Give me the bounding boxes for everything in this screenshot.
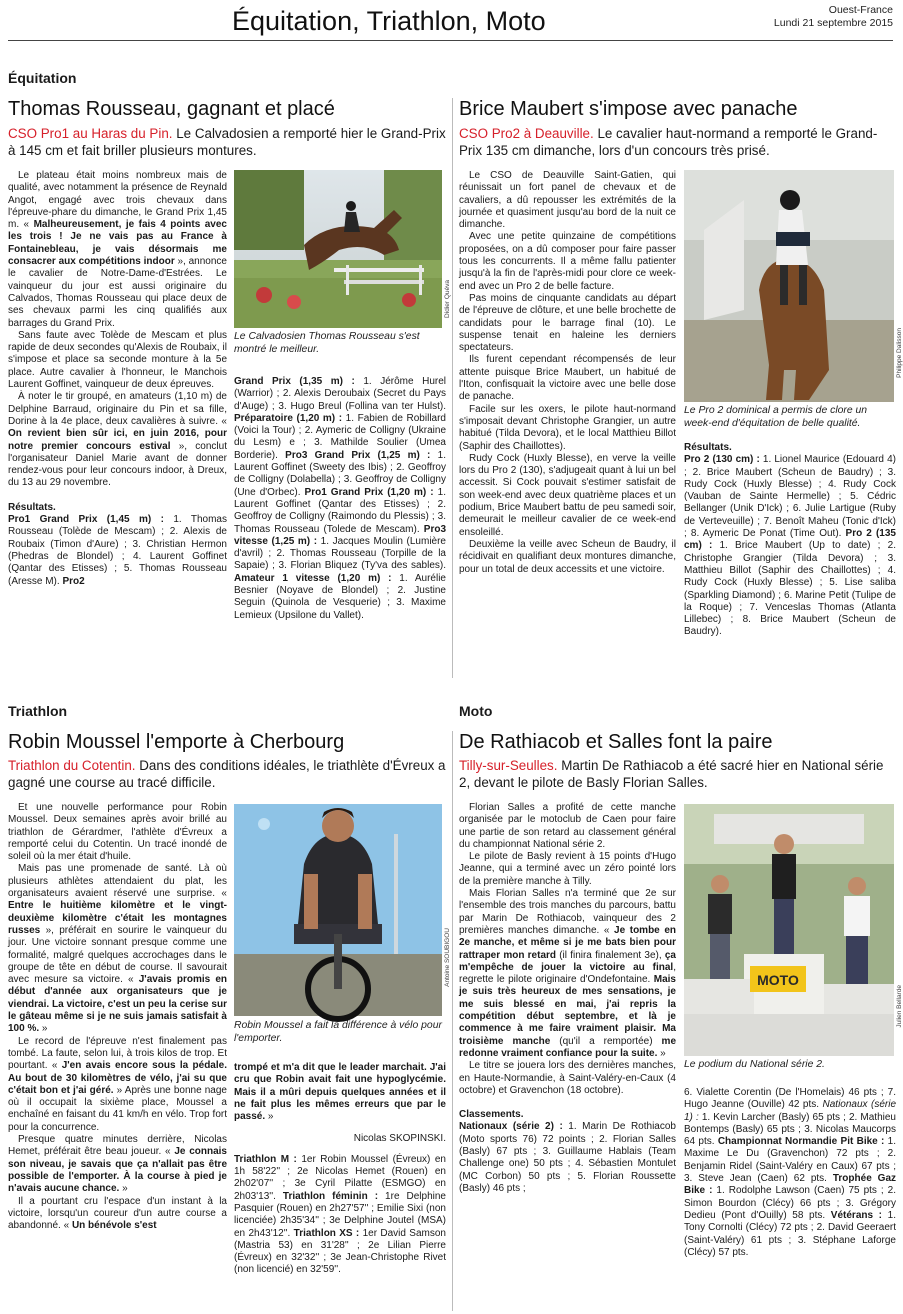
page-title: Équitation, Triathlon, Moto [232, 6, 546, 36]
section-equitation: Équitation [8, 70, 77, 86]
a1-paragraph: Le plateau était moins nombreux mais de qualité, avec notamment la présence de Reynald Angot, engagé avec trois chevaux dans l'épreuve-phare du dimanche, le Grand Prix 1,45 m. « Malheureusement, je fais 4 points avec les trois ! Je ne vais pas au France à Fontainebleau, je vais désormais me consacrer aux compétitions indoor », annonce le cavalier de Notre-Dame-d'Estrées. Le vainqueur du jour est aussi originaire du Calvados, Thomas Rousseau qui place deux de ses chevaux parmi les cinq qualifiés aux barrages du Grand Prix. [8, 170, 227, 329]
a1-headline: Thomas Rousseau, gagnant et placé [8, 98, 335, 120]
a2-paragraph: Pas moins de cinquante candidats au départ de l'épreuve de clôture, et une belle brochette de candidats pour le barrage final (10). Le suspense tenait en haleine les derniers spectateurs. [459, 292, 676, 354]
publication-name: Ouest-France [828, 4, 893, 16]
a2-photo-credit: Philippe Dalisson [896, 328, 903, 378]
a3-photo-caption: Robin Moussel a fait la différence à vélo pour l'emporter. [234, 1020, 442, 1044]
publication-info [774, 4, 893, 30]
column-divider [452, 98, 453, 678]
a3-signature: Nicolas SKOPINSKI. [353, 1133, 446, 1145]
a3-results: Triathlon M : 1er Robin Moussel (Évreux) en 1h 58'22'' ; 2e Nicolas Hemet (Rouen) en 2h02'07'' ; 3e Cyril Pilatte (ESMGO) en 2h03'13''. Triathlon féminin : 1re Delphine Pasquier (Rouen) en 2h27'57'' ; Emilie Sixi (non licenciée) 2h35'34'' ; 3e Delphine Joutel (MSA) en 2h43'12''. Triathlon XS : 1er David Samson (Mastria 53) en 31'28'' ; 2e Lilian Pierre (Évreux) en 32'32'' ; 3e Jean-Christophe Rivet (non licencié) en 32'59''. [234, 1153, 446, 1276]
a4-paragraph: Mais Florian Salles n'a terminé que 2e sur l'ensemble des trois manches du parcours, battu par Marin De Rothiacob, vainqueur des 2 premières manches dimanche. « Je tombe en 2e manche, et même si je me bats bien pour rattraper mon retard (il finira finalement 3e), ça m'empêche de jouer la victoire au final, regrette le pilote originaire d'Ondefontaine. Mais je suis très heureux de mes sensations, je me suis blessé en mai, j'ai repris la compétition début septembre, et là je commence à me faire vraiment plaisir. Ma troisième manche (qu'il a remportée) me redonne vraiment confiance pour la suite. » [459, 888, 676, 1059]
a1-column-1 [8, 170, 227, 678]
a1-results-title: Résultats. [8, 501, 56, 513]
a4-photo-credit: Julien Bellarde [896, 985, 903, 1028]
a2-paragraph: Le CSO de Deauville Saint-Gatien, qui réunissait un fort panel de chevaux et de cavaliers, a dû repousser les extrémités de la journée et quasiment jusqu'au bord de la nuit ce dimanche. [459, 170, 676, 231]
a4-column-2 [684, 1087, 896, 1310]
a2-deck: CSO Pro2 à Deauville. Le cavalier haut-normand a remporté le Grand-Prix 135 cm dimanche, lors d'un concours très prisé. [459, 126, 878, 158]
a4-results-title: Classements. [459, 1109, 524, 1121]
a1-photo-show-jumping [234, 170, 442, 328]
a4-paragraph: Le pilote de Basly revient à 15 points d'Hugo Jeanne, qui a terminé avec un zéro pointé lors de la première manche à Tilly. [459, 851, 676, 887]
a2-column-2 [684, 442, 896, 678]
publication-date: Lundi 21 septembre 2015 [773, 17, 893, 29]
a3-paragraph: Le record de l'épreuve n'est finalement pas tombé. La faute, selon lui, à trois kilos de trop. Et pourtant. « J'en avais encore sous la pédale. Au bout de 30 kilomètres de vélo, j'ai su que c'était bon et j'ai géré. » Après une bonne nage où il occupait la sixième place, Moussel a enchaîné en faisant du 41 km/h en vélo. Trop fort pour la concurrence. [8, 1035, 227, 1133]
a4-photo-podium [684, 804, 894, 1056]
column-divider [452, 731, 453, 1311]
podium-sign: MOTO [757, 972, 799, 988]
a1-results-2: Grand Prix (1,35 m) : 1. Jérôme Hurel (Warrior) ; 2. Alexis Deroubaix (Secret du Pays d'Auge) ; 3. Hugo Breul (Follina van ter Hulst). Préparatoire (1,20 m) : 1. Fabien de Robillard (Voici la Tour) ; 2. Aymeric de Colligny (Ukraine du Lesm) e ; 3. Mathilde Soulier (Umea Borderie). Pro3 Grand Prix (1,25 m) : 1. Laurent Goffinet (Sweety des Ibis) ; 2. Geoffroy de Colligny (Dolabella) ; 3. Geoffroy de Colligny (Une d'Orbec). Pro1 Grand Prix (1,20 m) : 1. Laurent Goffinet (Qantar des Etisses) ; 2. Geoffroy de Colligny (Raimondo du Plessis) ; 3. Thomas Rousseau (Tolede de Mescam). Pro3 vitesse (1,25 m) : 1. Jacques Moulin (Lumière d'avril) ; 2. Thomas Rousseau (Torpille de la Sapaie) ; 3. Florian Bliquez (Ty'va des sables). Amateur 1 vitesse (1,20 m) : 1. Aurélie Besnier (Noyave de Blondel) ; 2. Justine Seguin (Quinola de Vesquerie) ; 3. Maxime Lemieux (Upsilone du Vallet). [234, 376, 447, 621]
a2-paragraph: Avec une petite quinzaine de compétitions proposées, on a dû composer pour faire passer tous les concurrents. Il a même fallu patienter jusqu'à la fin de l'après-midi pour clore ce week-end avec un Pro 2 de belle facture. [459, 231, 676, 292]
a4-photo-caption: Le podium du National série 2. [684, 1059, 825, 1070]
header-rule [8, 40, 893, 41]
a4-results: Nationaux (série 2) : 1. Marin De Rothiacob (Moto sports 76) 72 points ; 2. Florian Salles (Basly) 67 pts ; 3. Guillaume Hablais (Team Challenge one) 50 pts ; 4. Sébastien Montulet (MC Corbon) 50 pts ; 5. Florian Roussette (Basly) 46 pts ; [459, 1121, 676, 1194]
section-moto: Moto [459, 703, 493, 719]
a3-headline: Robin Moussel l'emporte à Cherbourg [8, 731, 345, 753]
a2-results: Pro 2 (130 cm) : 1. Lionel Maurice (Edouard 4) ; 2. Brice Maubert (Scheun de Baudry) ; 3. Rudy Cock (Huxly Blesse) ; 4. Rudy Cock (Vauban de Sainte Hermelle) ; 5. Cédric Bellanger (Unik D'Ick) ; 6. Julie Lartigue (Ruby de Verteveuille) ; 7. Benoît Maheu (Tonic d'Ick) ; 8. Aymeric De Ponat (Time Out). Pro 2 (135 cm) : 1. Brice Maubert (Up to date) ; 2. Christophe Grangier (Tilda Devora) ; 3. Matthieu Billot (Saphir des Chaillottes) ; 4. Rudy Cock (Huxly Blesse) ; 5. Lise saliba (Sparkling Diamond) ; 6. Marine Petit (Tulipe de la Roque) ; 7. Venceslas Thomas (Atlanta Lillebec) ; 8. Brice Maubert (Scheun de Baudry). [684, 454, 896, 638]
a3-column-1 [8, 802, 227, 1310]
a2-results-title: Résultats. [684, 442, 732, 453]
a4-results-2: 6. Vialette Corentin (De l'Homelais) 46 pts ; 7. Hugo Jeanne (Ouville) 42 pts. Nationaux (série 1) : 1. Kevin Larcher (Basly) 65 pts ; 2. Mathieu Bontemps (Basly) 65 pts ; 3. Nicolas Maucorps 64 pts. Championnat Normandie Pit Bike : 1. Maxime Le Du (Gravenchon) 72 pts ; 2. Benjamin Ridel (Saint-Valéry en Caux) 67 pts ; 3. Steve Jean (Caen) 62 pts. Trophée Gaz Bike : 1. Rodolphe Lawson (Caen) 75 pts ; 2. Simon Bourdon (Clécy) 66 pts ; 3. Grégory Dedieu (Pont d'Ouilly) 58 pts. Vétérans : 1. Tony Cornolti (Clécy) 72 pts ; 2. David Geeraert (Saint-Valéry) 61 pts ; 3. Stéphane Laforge (Clécy) 57 pts. [684, 1087, 897, 1258]
a3-deck: Triathlon du Cotentin. Dans des conditions idéales, le triathlète d'Évreux a gagné une course au tracé difficile. [8, 758, 446, 790]
a1-results: Pro1 Grand Prix (1,45 m) : 1. Thomas Rousseau (Tolède de Mescam) ; 2. Alexis de Roubaix (Timon d'Aure) ; 3. Christian Hermon (Phedras de Blondel) ; 4. Laurent Goffinet (Qantar des Etisses) ; 5. Thomas Rousseau (Aresse M). Pro2 [8, 514, 227, 587]
a2-photo-rider [684, 170, 894, 402]
a4-headline: De Rathiacob et Salles font la paire [459, 731, 773, 753]
a2-photo-caption: Le Pro 2 dominical a permis de clore un week-end d'équitation de belle qualité. [684, 405, 868, 429]
a2-paragraph: Deuxième la veille avec Scheun de Baudry, il récidivait en qualifiant deux montures dimanche, pour un total de deux accessits et une victoire. [459, 538, 676, 575]
a2-column-1 [459, 170, 676, 678]
a4-paragraph: Le titre se jouera lors des dernières manches, en Haute-Normandie, à Saint-Valéry-en-Caux (4 octobre) et Gravenchon (18 octobre). [459, 1060, 676, 1096]
a4-column-1 [459, 802, 676, 1310]
a2-headline: Brice Maubert s'impose avec panache [459, 98, 798, 120]
a3-paragraph-cont: trompé et m'a dit que le leader marchait. J'ai cru que Robin avait fait une hypoglycémie. Mais il a mûri depuis quelques années et il ne fait plus les mêmes erreurs que par le passé. » [234, 1062, 446, 1123]
a1-deck: CSO Pro1 au Haras du Pin. Le Calvadosien a remporté hier le Grand-Prix à 145 cm et fait briller plusieurs montures. [8, 126, 446, 158]
a1-paragraph: Sans faute avec Tolède de Mescam et plus rapide de deux secondes qu'Alexis de Roubaix, il s'impose et place sa seconde monture à la 5e place. Autre cavalier à l'honneur, le Manchois Laurent Goffinet, vainqueur de deux épreuves. [8, 329, 227, 391]
a1-column-2 [234, 376, 446, 678]
a2-paragraph: Facile sur les oxers, le pilote haut-normand s'imposait devant Christophe Grangier, un autre habitué (Tilda Devora), et le local Matthieu Billot (Saphir des Chaillottes). [459, 403, 676, 452]
a4-deck: Tilly-sur-Seulles. Martin De Rathiacob a été sacré hier en National série 2, devant le pilote de Basly Florian Salles. [459, 758, 884, 790]
a3-column-2 [234, 1062, 446, 1310]
a3-photo-cyclist [234, 804, 442, 1016]
a1-photo-credit: Didier Quéva [444, 280, 451, 318]
a1-photo-caption: Le Calvadosien Thomas Rousseau s'est montré le meilleur. [234, 331, 420, 355]
a3-paragraph: Presque quatre minutes derrière, Nicolas Hemet, préférait être beau joueur. « Je connais son niveau, je savais que ça n'allait pas être possible de l'emporter. À la course à pied je n'avais aucune chance. » [8, 1134, 227, 1195]
a3-paragraph: Il a pourtant cru l'espace d'un instant à la victoire, lorsqu'un coureur d'un autre course a abandonné. « Un bénévole s'est [8, 1195, 227, 1232]
a3-paragraph: Et une nouvelle performance pour Robin Moussel. Deux semaines après avoir brillé au triathlon de Gérardmer, l'athlète d'Évreux a remporté celui du Cotentin. Un tracé inondé de soleil où la mer était d'huile. [8, 802, 227, 863]
a4-paragraph: Florian Salles a profité de cette manche organisée par le motoclub de Caen pour faire une partie de son retard au classement général du championnat National série 2. [459, 802, 676, 850]
a3-paragraph: Mais pas une promenade de santé. Là où plusieurs athlètes attendaient du plat, les organisateurs avaient réservé une surprise. « Entre le huitième kilomètre et le vingt-deuxième kilomètre c'était les montagnes russes », préférait en sourire le vainqueur du jour. Une victoire sonnant presque comme une formalité, malgré quelques accrochages dans le groupe de tête en début de course. Il savourait avec mesure sa victoire. « J'avais promis en début d'année aux organisateurs que je viendrai. La victoire, c'est un peu la cerise sur le gâteau même si je ne suis jamais satisfait à 100 %. » [8, 863, 228, 1035]
a2-paragraph: Ils furent cependant récompensés de leur attente puisque Brice Maubert, un habitué de l'Iton, confisquait la victoire avec une belle dose de panache. [459, 354, 676, 403]
section-triathlon: Triathlon [8, 703, 68, 719]
a3-photo-credit: Antoine SOUBIGOU [444, 928, 451, 987]
page-header [0, 0, 901, 42]
a2-paragraph: Rudy Cock (Huxly Blesse), en verve la veille lors du Pro 2 (130), s'adjugeait quant à lui un bel accessit. Si Cock pouvait s'estimer satisfait de son week-end avec deux quatrième places et un podium, Brice Maubert battu de peu samedi soir, demeurait le meilleur cavalier de ce week-end ensoleillé. [459, 452, 676, 538]
a1-paragraph: À noter le tir groupé, en amateurs (1,10 m) de Delphine Barraud, originaire du Pin et sa fille, Dorine à la 4e place, deux cavalières à suivre. « On revient bien sûr ici, en juin 2016, pour notre premier concours estival », conclut l'organisateur Daniel Marie avant de donner rendez-vous pour leur concours indoor, à Dreux, du 13 au 29 novembre. [8, 391, 227, 489]
